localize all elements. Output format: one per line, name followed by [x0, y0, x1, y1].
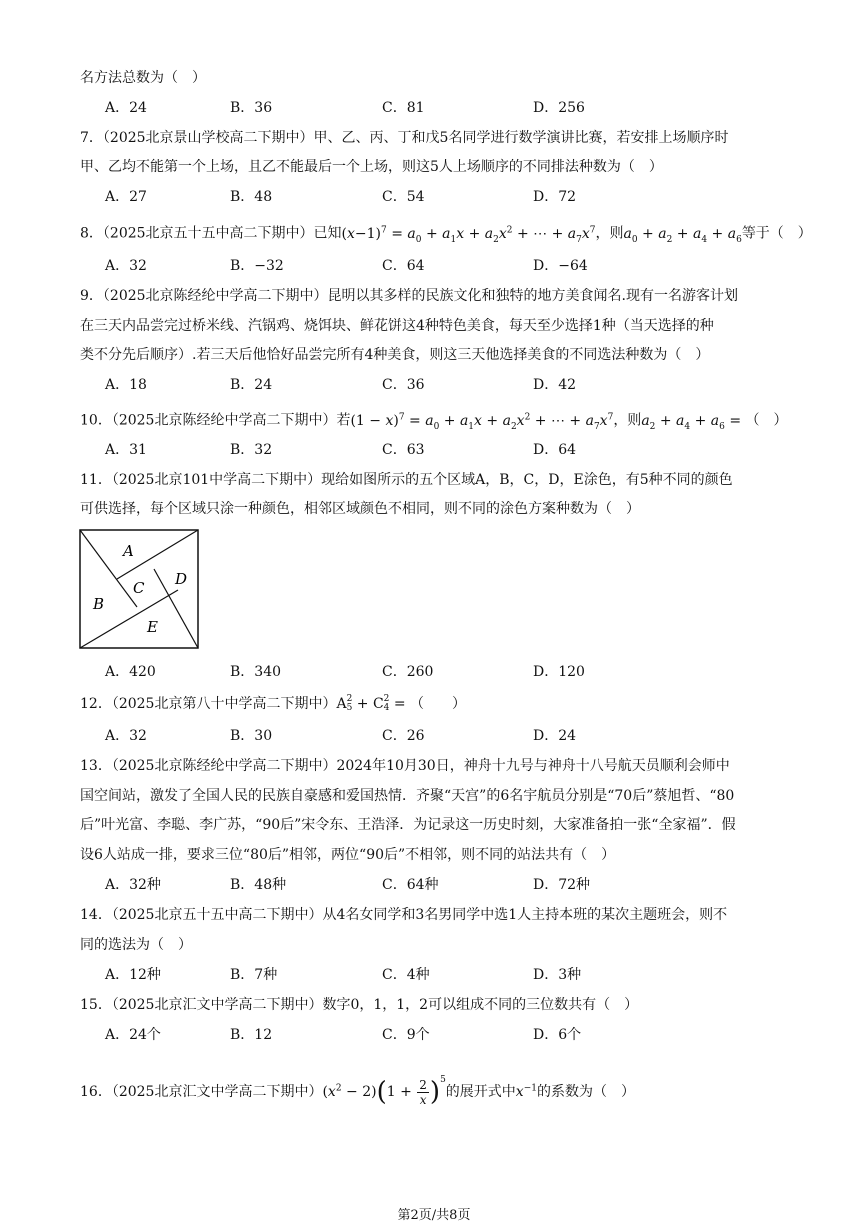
- q11-option-a: A．420: [105, 664, 156, 680]
- q12-stem: [80, 694, 808, 714]
- q10-option-b: B．32: [230, 442, 273, 458]
- q9-line-1: 9．（2025北京陈经纶中学高二下期中）昆明以其多样的民族文化和独特的地方美食闻名.现有一名游客计划: [80, 288, 738, 304]
- q10-stem: [80, 407, 808, 436]
- q6-option-b: B．36: [230, 100, 273, 116]
- q10-formula: $(1 - x)^7 = a_0 + a_1x + a_2x^2$ + ⋯ + $a_7x^7$: [350, 412, 614, 432]
- q9-option-a: A．18: [105, 377, 147, 393]
- q15-option-c: C．9个: [382, 1027, 430, 1043]
- q10-mid: ，则: [613, 412, 642, 429]
- q7-option-c: C．54: [382, 189, 425, 205]
- q16-term: $x^{-1}$: [515, 1083, 537, 1100]
- q11-line-2: 可供选择，每个区域只涂一种颜色，相邻区域颜色不相同，则不同的涂色方案种数为（ ）: [80, 501, 640, 517]
- q16-suffix: 的展开式中: [445, 1084, 516, 1100]
- q10-suffix: （ ）: [745, 412, 788, 429]
- q13-option-b: B．48种: [230, 877, 287, 893]
- q12-suffix: （ ）: [410, 696, 467, 712]
- q16-formula: $(x^2 - 2)(1$ + $\frac{2}{x}$ )$^5$: [322, 1075, 446, 1107]
- q9-option-b: B．24: [230, 377, 273, 393]
- q8-suffix: 等于（ ）: [741, 225, 812, 242]
- q6-tail: 名方法总数为（ ）: [80, 70, 206, 86]
- q13-line-1: 13．（2025北京陈经纶中学高二下期中）2024年10月30日，神舟十九号与神舟十八号航天员顺利会师中: [80, 758, 730, 774]
- q15-line-1: 15．（2025北京汇文中学高二下期中）数字0，1，1，2可以组成不同的三位数共有（ ）: [80, 997, 639, 1013]
- q6-option-c: C．81: [382, 100, 425, 116]
- q13-option-d: D．72种: [533, 877, 591, 893]
- q12-prefix: 12．（2025北京第八十中学高二下期中）: [80, 696, 337, 712]
- region-diagram: [79, 529, 200, 650]
- q12-option-d: D．24: [533, 728, 577, 744]
- q8-target-formula: $a_0 + a_2 + a_4 + a_6$: [623, 225, 742, 245]
- q9-line-3: 类不分先后顺序）.若三天后他恰好品尝完所有4种美食，则这三天他选择美食的不同选法种数为（ ）: [80, 347, 710, 363]
- q12-option-c: C．26: [382, 728, 425, 744]
- q14-option-d: D．3种: [533, 967, 582, 983]
- region-label-c: C: [133, 579, 145, 597]
- q9-line-2: 在三天内品尝完过桥米线、汽锅鸡、烧饵块、鲜花饼这4种特色美食，每天至少选择1种（当天选择的种: [80, 318, 714, 334]
- q11-option-b: B．340: [230, 664, 282, 680]
- region-label-d: D: [175, 570, 188, 588]
- q8-option-b: B．−32: [230, 258, 284, 274]
- q14-line-1: 14．（2025北京五十五中高二下期中）从4名女同学和3名男同学中选1人主持本班的某次主题班会，则不: [80, 907, 728, 923]
- q8-option-a: A．32: [105, 258, 147, 274]
- q7-line-2: 甲、乙均不能第一个上场，且乙不能最后一个上场，则这5人上场顺序的不同排法种数为（ ）: [80, 159, 663, 175]
- q10-target-formula: $a_2 + a_4 + a_6$ =: [641, 412, 746, 432]
- q13-option-a: A．32种: [105, 877, 161, 893]
- q7-option-b: B．48: [230, 189, 273, 205]
- q10-option-a: A．31: [105, 442, 147, 458]
- q15-option-d: D．6个: [533, 1027, 582, 1043]
- q7-option-d: D．72: [533, 189, 577, 205]
- q8-formula: $(x-1)^7 = a_0 + a_1x + a_2x^2$ + ⋯ + $a_7x^7$: [341, 225, 596, 245]
- q10-option-c: C．63: [382, 442, 425, 458]
- q14-option-a: A．12种: [105, 967, 161, 983]
- q15-option-a: A．24个: [105, 1027, 161, 1043]
- q6-option-a: A．24: [105, 100, 147, 116]
- q8-mid: ，则: [595, 225, 624, 242]
- q16-suffix-2: 的系数为（ ）: [536, 1084, 635, 1100]
- q6-option-d: D．256: [533, 100, 585, 116]
- q16-stem: [80, 1065, 808, 1107]
- q13-line-4: 设6人站成一排，要求三位“80后”相邻，两位“90后”不相邻，则不同的站法共有（ ）: [80, 847, 616, 863]
- q11-line-1: 11．（2025北京101中学高二下期中）现给如图所示的五个区域A，B，C，D，E涂色，有5种不同的颜色: [80, 472, 733, 488]
- q14-option-c: C．4种: [382, 967, 430, 983]
- q8-option-c: C．64: [382, 258, 425, 274]
- q8-option-d: D．−64: [533, 258, 588, 274]
- q9-option-d: D．42: [533, 377, 577, 393]
- q13-line-3: 后”叶光富、李聪、李广苏，“90后”宋令东、王浩泽．为记录这一历史时刻，大家准备拍一张“全家福”．假: [80, 817, 736, 833]
- region-label-a: A: [123, 542, 134, 560]
- q16-prefix: 16．（2025北京汇文中学高二下期中）: [80, 1084, 323, 1100]
- region-label-b: B: [93, 595, 105, 613]
- q8-stem: [80, 220, 812, 249]
- q7-line-1: 7．（2025北京景山学校高二下期中）甲、乙、丙、丁和戊5名同学进行数学演讲比赛，若安排上场顺序时: [80, 130, 729, 146]
- q9-option-c: C．36: [382, 377, 425, 393]
- q10-option-d: D．64: [533, 442, 577, 458]
- q12-option-a: A．32: [105, 728, 147, 744]
- q13-line-2: 国空间站，激发了全国人民的民族自豪感和爱国热情．齐聚“天宫”的6名宇航员分别是“70后”蔡旭哲、“80: [80, 788, 735, 804]
- q11-option-c: C．260: [382, 664, 434, 680]
- q10-prefix: 10．（2025北京陈经纶中学高二下期中）若: [80, 412, 351, 429]
- q7-option-a: A．27: [105, 189, 147, 205]
- q11-option-d: D．120: [533, 664, 585, 680]
- page-footer: 第2页/共8页: [397, 1208, 471, 1223]
- q15-option-b: B．12: [230, 1027, 273, 1043]
- q14-option-b: B．7种: [230, 967, 278, 983]
- q12-formula: A 2 5 + C 2 4 =: [336, 694, 411, 713]
- q13-option-c: C．64种: [382, 877, 439, 893]
- region-label-e: E: [147, 618, 158, 636]
- q8-prefix: 8．（2025北京五十五中高二下期中）已知: [80, 225, 342, 242]
- q12-option-b: B．30: [230, 728, 273, 744]
- q14-line-2: 同的选法为（ ）: [80, 937, 192, 953]
